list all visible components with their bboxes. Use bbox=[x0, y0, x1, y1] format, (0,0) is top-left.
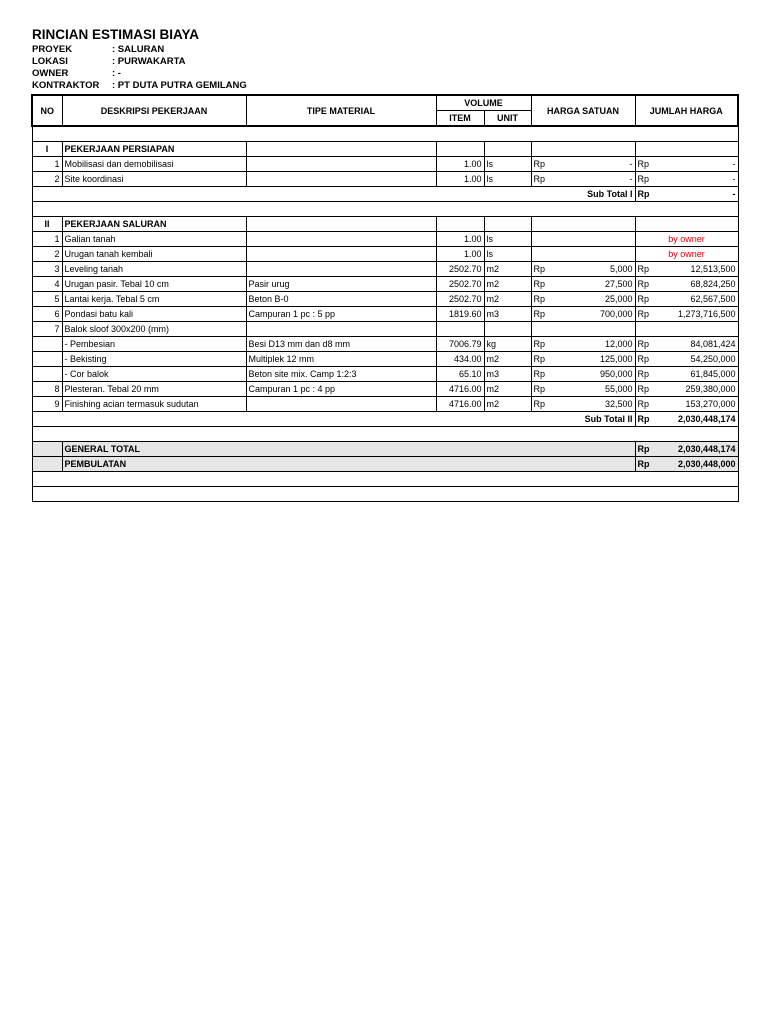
row-material bbox=[246, 247, 436, 262]
col-tipe-material: TIPE MATERIAL bbox=[246, 95, 436, 126]
currency-label: Rp bbox=[533, 309, 546, 319]
row-description: Urugan pasir. Tebal 10 cm bbox=[62, 277, 246, 292]
currency-label: Rp bbox=[637, 384, 650, 394]
table-row bbox=[32, 232, 738, 247]
amount: 84,081,424 bbox=[690, 339, 736, 349]
table-row bbox=[32, 277, 738, 292]
empty-cell bbox=[531, 142, 635, 157]
project-meta bbox=[32, 44, 247, 92]
meta-value: : SALURAN bbox=[112, 44, 165, 55]
currency-label: Rp bbox=[533, 294, 546, 304]
row-volume-unit: m2 bbox=[484, 352, 531, 367]
currency-label: Rp bbox=[533, 264, 546, 274]
amount: 61,845,000 bbox=[690, 369, 736, 379]
meta-key: LOKASI bbox=[32, 56, 68, 67]
amount: 55,000 bbox=[604, 384, 633, 394]
amount: 2,030,448,000 bbox=[677, 459, 736, 469]
empty-cell bbox=[436, 142, 484, 157]
row-volume-item: 434.00 bbox=[436, 352, 484, 367]
row-unit-price bbox=[531, 382, 635, 397]
row-number bbox=[32, 367, 62, 382]
currency-label: Rp bbox=[637, 309, 650, 319]
subtotal-row bbox=[32, 187, 738, 202]
spacer-row bbox=[32, 126, 738, 142]
row-volume-item: 2502.70 bbox=[436, 277, 484, 292]
row-description: - Pembesian bbox=[62, 337, 246, 352]
currency-label: Rp bbox=[533, 384, 546, 394]
currency-label: Rp bbox=[637, 339, 650, 349]
row-number bbox=[32, 337, 62, 352]
row-unit-price bbox=[531, 232, 635, 247]
rounding-total-row bbox=[32, 457, 738, 472]
row-volume-item: 7006.79 bbox=[436, 337, 484, 352]
row-volume-item: 1.00 bbox=[436, 232, 484, 247]
spacer-cell bbox=[32, 472, 738, 487]
empty-cell bbox=[32, 442, 62, 457]
meta-value: : PURWAKARTA bbox=[112, 56, 186, 67]
row-total-price bbox=[635, 367, 738, 382]
currency-label: Rp bbox=[637, 414, 650, 424]
table-row bbox=[32, 292, 738, 307]
row-description: Lantai kerja. Tebal 5 cm bbox=[62, 292, 246, 307]
row-total-price bbox=[635, 157, 738, 172]
currency-label: Rp bbox=[533, 369, 546, 379]
table-row bbox=[32, 337, 738, 352]
meta-value: : - bbox=[112, 68, 121, 79]
currency-label: Rp bbox=[637, 264, 650, 274]
row-volume-item: 4716.00 bbox=[436, 397, 484, 412]
amount: 27,500 bbox=[604, 279, 633, 289]
row-material: Beton B-0 bbox=[246, 292, 436, 307]
section-title: PEKERJAAN SALURAN bbox=[62, 217, 246, 232]
table-row bbox=[32, 157, 738, 172]
currency-label: Rp bbox=[533, 174, 546, 184]
col-harga-satuan: HARGA SATUAN bbox=[531, 95, 635, 126]
row-description: Mobilisasi dan demobilisasi bbox=[62, 157, 246, 172]
row-number: 2 bbox=[32, 172, 62, 187]
col-no: NO bbox=[32, 95, 62, 126]
row-total-price bbox=[635, 262, 738, 277]
row-material: Campuran 1 pc : 4 pp bbox=[246, 382, 436, 397]
table-row bbox=[32, 322, 738, 337]
spacer-cell bbox=[32, 126, 738, 142]
section-number: I bbox=[32, 142, 62, 157]
meta-row bbox=[32, 56, 247, 68]
row-material bbox=[246, 232, 436, 247]
currency-label: Rp bbox=[637, 279, 650, 289]
amount: 12,513,500 bbox=[690, 264, 736, 274]
currency-label: Rp bbox=[637, 444, 650, 454]
row-number: 4 bbox=[32, 277, 62, 292]
amount: - bbox=[732, 189, 736, 199]
col-volume: VOLUME bbox=[436, 95, 531, 111]
row-volume-unit: ls bbox=[484, 232, 531, 247]
row-total-price bbox=[635, 397, 738, 412]
row-description: - Bekisting bbox=[62, 352, 246, 367]
rounding-total-label: PEMBULATAN bbox=[62, 457, 635, 472]
row-volume-unit: ls bbox=[484, 157, 531, 172]
subtotal-row bbox=[32, 412, 738, 427]
row-unit-price bbox=[531, 352, 635, 367]
empty-cell bbox=[531, 217, 635, 232]
section-title: PEKERJAAN PERSIAPAN bbox=[62, 142, 246, 157]
page-title: RINCIAN ESTIMASI BIAYA bbox=[32, 27, 200, 42]
meta-key: OWNER bbox=[32, 68, 69, 79]
amount: 700,000 bbox=[599, 309, 633, 319]
row-unit-price bbox=[531, 337, 635, 352]
currency-label: Rp bbox=[637, 174, 650, 184]
currency-label: Rp bbox=[637, 189, 650, 199]
empty-cell bbox=[635, 217, 738, 232]
empty-cell bbox=[246, 217, 436, 232]
row-note: by owner bbox=[635, 232, 738, 247]
blank-row bbox=[32, 202, 738, 217]
row-material bbox=[246, 172, 436, 187]
row-unit-price bbox=[531, 322, 635, 337]
subtotal-label: Sub Total II bbox=[32, 412, 635, 427]
row-volume-item: 65.10 bbox=[436, 367, 484, 382]
row-description: Balok sloof 300x200 (mm) bbox=[62, 322, 246, 337]
general-total-row bbox=[32, 442, 738, 457]
table-row bbox=[32, 247, 738, 262]
blank-cell bbox=[32, 202, 738, 217]
row-unit-price bbox=[531, 367, 635, 382]
amount: 2,030,448,174 bbox=[677, 444, 736, 454]
currency-label: Rp bbox=[533, 354, 546, 364]
row-material bbox=[246, 262, 436, 277]
table-header bbox=[32, 95, 738, 126]
meta-row bbox=[32, 68, 247, 80]
row-number: 9 bbox=[32, 397, 62, 412]
row-number: 3 bbox=[32, 262, 62, 277]
row-total-price bbox=[635, 322, 738, 337]
row-description: Leveling tanah bbox=[62, 262, 246, 277]
row-volume-unit: kg bbox=[484, 337, 531, 352]
row-volume-unit: m2 bbox=[484, 397, 531, 412]
currency-label: Rp bbox=[533, 339, 546, 349]
row-total-price bbox=[635, 307, 738, 322]
spacer-row bbox=[32, 427, 738, 442]
row-description: Finishing acian termasuk sudutan bbox=[62, 397, 246, 412]
row-number: 2 bbox=[32, 247, 62, 262]
row-total-price bbox=[635, 352, 738, 367]
row-number bbox=[32, 352, 62, 367]
amount: 25,000 bbox=[604, 294, 633, 304]
subtotal-label: Sub Total I bbox=[32, 187, 635, 202]
col-item: ITEM bbox=[436, 111, 484, 127]
table-row bbox=[32, 262, 738, 277]
meta-key: KONTRAKTOR bbox=[32, 80, 100, 91]
table-row bbox=[32, 397, 738, 412]
row-volume-item: 1.00 bbox=[436, 172, 484, 187]
currency-label: Rp bbox=[533, 279, 546, 289]
meta-row bbox=[32, 44, 247, 56]
row-unit-price bbox=[531, 397, 635, 412]
table-row bbox=[32, 307, 738, 322]
section-header-row bbox=[32, 217, 738, 232]
row-material bbox=[246, 397, 436, 412]
subtotal-value bbox=[635, 187, 738, 202]
subtotal-value bbox=[635, 412, 738, 427]
row-volume-item: 4716.00 bbox=[436, 382, 484, 397]
row-material: Campuran 1 pc : 5 pp bbox=[246, 307, 436, 322]
table-row bbox=[32, 352, 738, 367]
empty-cell bbox=[484, 142, 531, 157]
row-volume-unit: m2 bbox=[484, 277, 531, 292]
spacer-row bbox=[32, 472, 738, 487]
meta-value: : PT DUTA PUTRA GEMILANG bbox=[112, 80, 247, 91]
currency-label: Rp bbox=[533, 159, 546, 169]
row-description: Galian tanah bbox=[62, 232, 246, 247]
row-description: Site koordinasi bbox=[62, 172, 246, 187]
row-volume-unit bbox=[484, 322, 531, 337]
row-unit-price bbox=[531, 307, 635, 322]
currency-label: Rp bbox=[637, 459, 650, 469]
row-number: 6 bbox=[32, 307, 62, 322]
row-unit-price bbox=[531, 157, 635, 172]
row-material: Beton site mix. Camp 1:2:3 bbox=[246, 367, 436, 382]
row-number: 1 bbox=[32, 232, 62, 247]
meta-key: PROYEK bbox=[32, 44, 73, 55]
row-volume-item: 1.00 bbox=[436, 247, 484, 262]
col-jumlah-harga: JUMLAH HARGA bbox=[635, 95, 738, 126]
section-number: II bbox=[32, 217, 62, 232]
meta-row bbox=[32, 80, 247, 92]
amount: 62,567,500 bbox=[690, 294, 736, 304]
cost-estimate-table bbox=[31, 94, 739, 502]
row-number: 5 bbox=[32, 292, 62, 307]
row-total-price bbox=[635, 382, 738, 397]
table-row bbox=[32, 172, 738, 187]
row-number: 1 bbox=[32, 157, 62, 172]
currency-label: Rp bbox=[637, 369, 650, 379]
row-volume-item: 1.00 bbox=[436, 157, 484, 172]
amount: 950,000 bbox=[599, 369, 633, 379]
empty-cell bbox=[246, 142, 436, 157]
empty-cell bbox=[32, 457, 62, 472]
row-material: Pasir urug bbox=[246, 277, 436, 292]
amount: 125,000 bbox=[599, 354, 633, 364]
col-unit: UNIT bbox=[484, 111, 531, 127]
currency-label: Rp bbox=[533, 399, 546, 409]
row-material: Multiplek 12 mm bbox=[246, 352, 436, 367]
amount: 5,000 bbox=[609, 264, 633, 274]
row-description: - Cor balok bbox=[62, 367, 246, 382]
table-row bbox=[32, 382, 738, 397]
row-volume-unit: m2 bbox=[484, 382, 531, 397]
row-volume-unit: m3 bbox=[484, 367, 531, 382]
spacer-cell bbox=[32, 427, 738, 442]
row-total-price bbox=[635, 277, 738, 292]
amount: 54,250,000 bbox=[690, 354, 736, 364]
row-volume-unit: m2 bbox=[484, 292, 531, 307]
amount: 68,824,250 bbox=[690, 279, 736, 289]
row-unit-price bbox=[531, 172, 635, 187]
amount: 2,030,448,174 bbox=[677, 414, 736, 424]
rounding-total-value bbox=[635, 457, 738, 472]
table-row bbox=[32, 367, 738, 382]
empty-cell bbox=[436, 217, 484, 232]
row-description: Pondasi batu kali bbox=[62, 307, 246, 322]
amount: 12,000 bbox=[604, 339, 633, 349]
empty-cell bbox=[484, 217, 531, 232]
col-deskripsi: DESKRIPSI PEKERJAAN bbox=[62, 95, 246, 126]
row-volume-item: 1819.60 bbox=[436, 307, 484, 322]
row-volume-unit: m3 bbox=[484, 307, 531, 322]
row-unit-price bbox=[531, 262, 635, 277]
general-total-label: GENERAL TOTAL bbox=[62, 442, 635, 457]
amount: 153,270,000 bbox=[685, 399, 736, 409]
row-total-price bbox=[635, 337, 738, 352]
row-volume-unit: ls bbox=[484, 247, 531, 262]
amount: 32,500 bbox=[604, 399, 633, 409]
amount: 1,273,716,500 bbox=[677, 309, 736, 319]
row-note: by owner bbox=[635, 247, 738, 262]
row-material: Besi D13 mm dan d8 mm bbox=[246, 337, 436, 352]
table-body bbox=[32, 126, 738, 502]
notes-box bbox=[32, 487, 738, 502]
row-volume-unit: ls bbox=[484, 172, 531, 187]
amount: - bbox=[629, 159, 633, 169]
amount: - bbox=[732, 174, 736, 184]
section-header-row bbox=[32, 142, 738, 157]
row-description: Plesteran. Tebal 20 mm bbox=[62, 382, 246, 397]
empty-cell bbox=[635, 142, 738, 157]
currency-label: Rp bbox=[637, 354, 650, 364]
row-number: 8 bbox=[32, 382, 62, 397]
row-material bbox=[246, 322, 436, 337]
row-volume-item bbox=[436, 322, 484, 337]
row-description: Urugan tanah kembali bbox=[62, 247, 246, 262]
row-number: 7 bbox=[32, 322, 62, 337]
currency-label: Rp bbox=[637, 294, 650, 304]
row-total-price bbox=[635, 292, 738, 307]
row-unit-price bbox=[531, 292, 635, 307]
general-total-value bbox=[635, 442, 738, 457]
currency-label: Rp bbox=[637, 399, 650, 409]
row-unit-price bbox=[531, 277, 635, 292]
row-volume-item: 2502.70 bbox=[436, 292, 484, 307]
row-total-price bbox=[635, 172, 738, 187]
row-volume-unit: m2 bbox=[484, 262, 531, 277]
notes-box-row bbox=[32, 487, 738, 502]
currency-label: Rp bbox=[637, 159, 650, 169]
amount: - bbox=[732, 159, 736, 169]
row-material bbox=[246, 157, 436, 172]
amount: - bbox=[629, 174, 633, 184]
row-volume-item: 2502.70 bbox=[436, 262, 484, 277]
row-unit-price bbox=[531, 247, 635, 262]
amount: 259,380,000 bbox=[685, 384, 736, 394]
